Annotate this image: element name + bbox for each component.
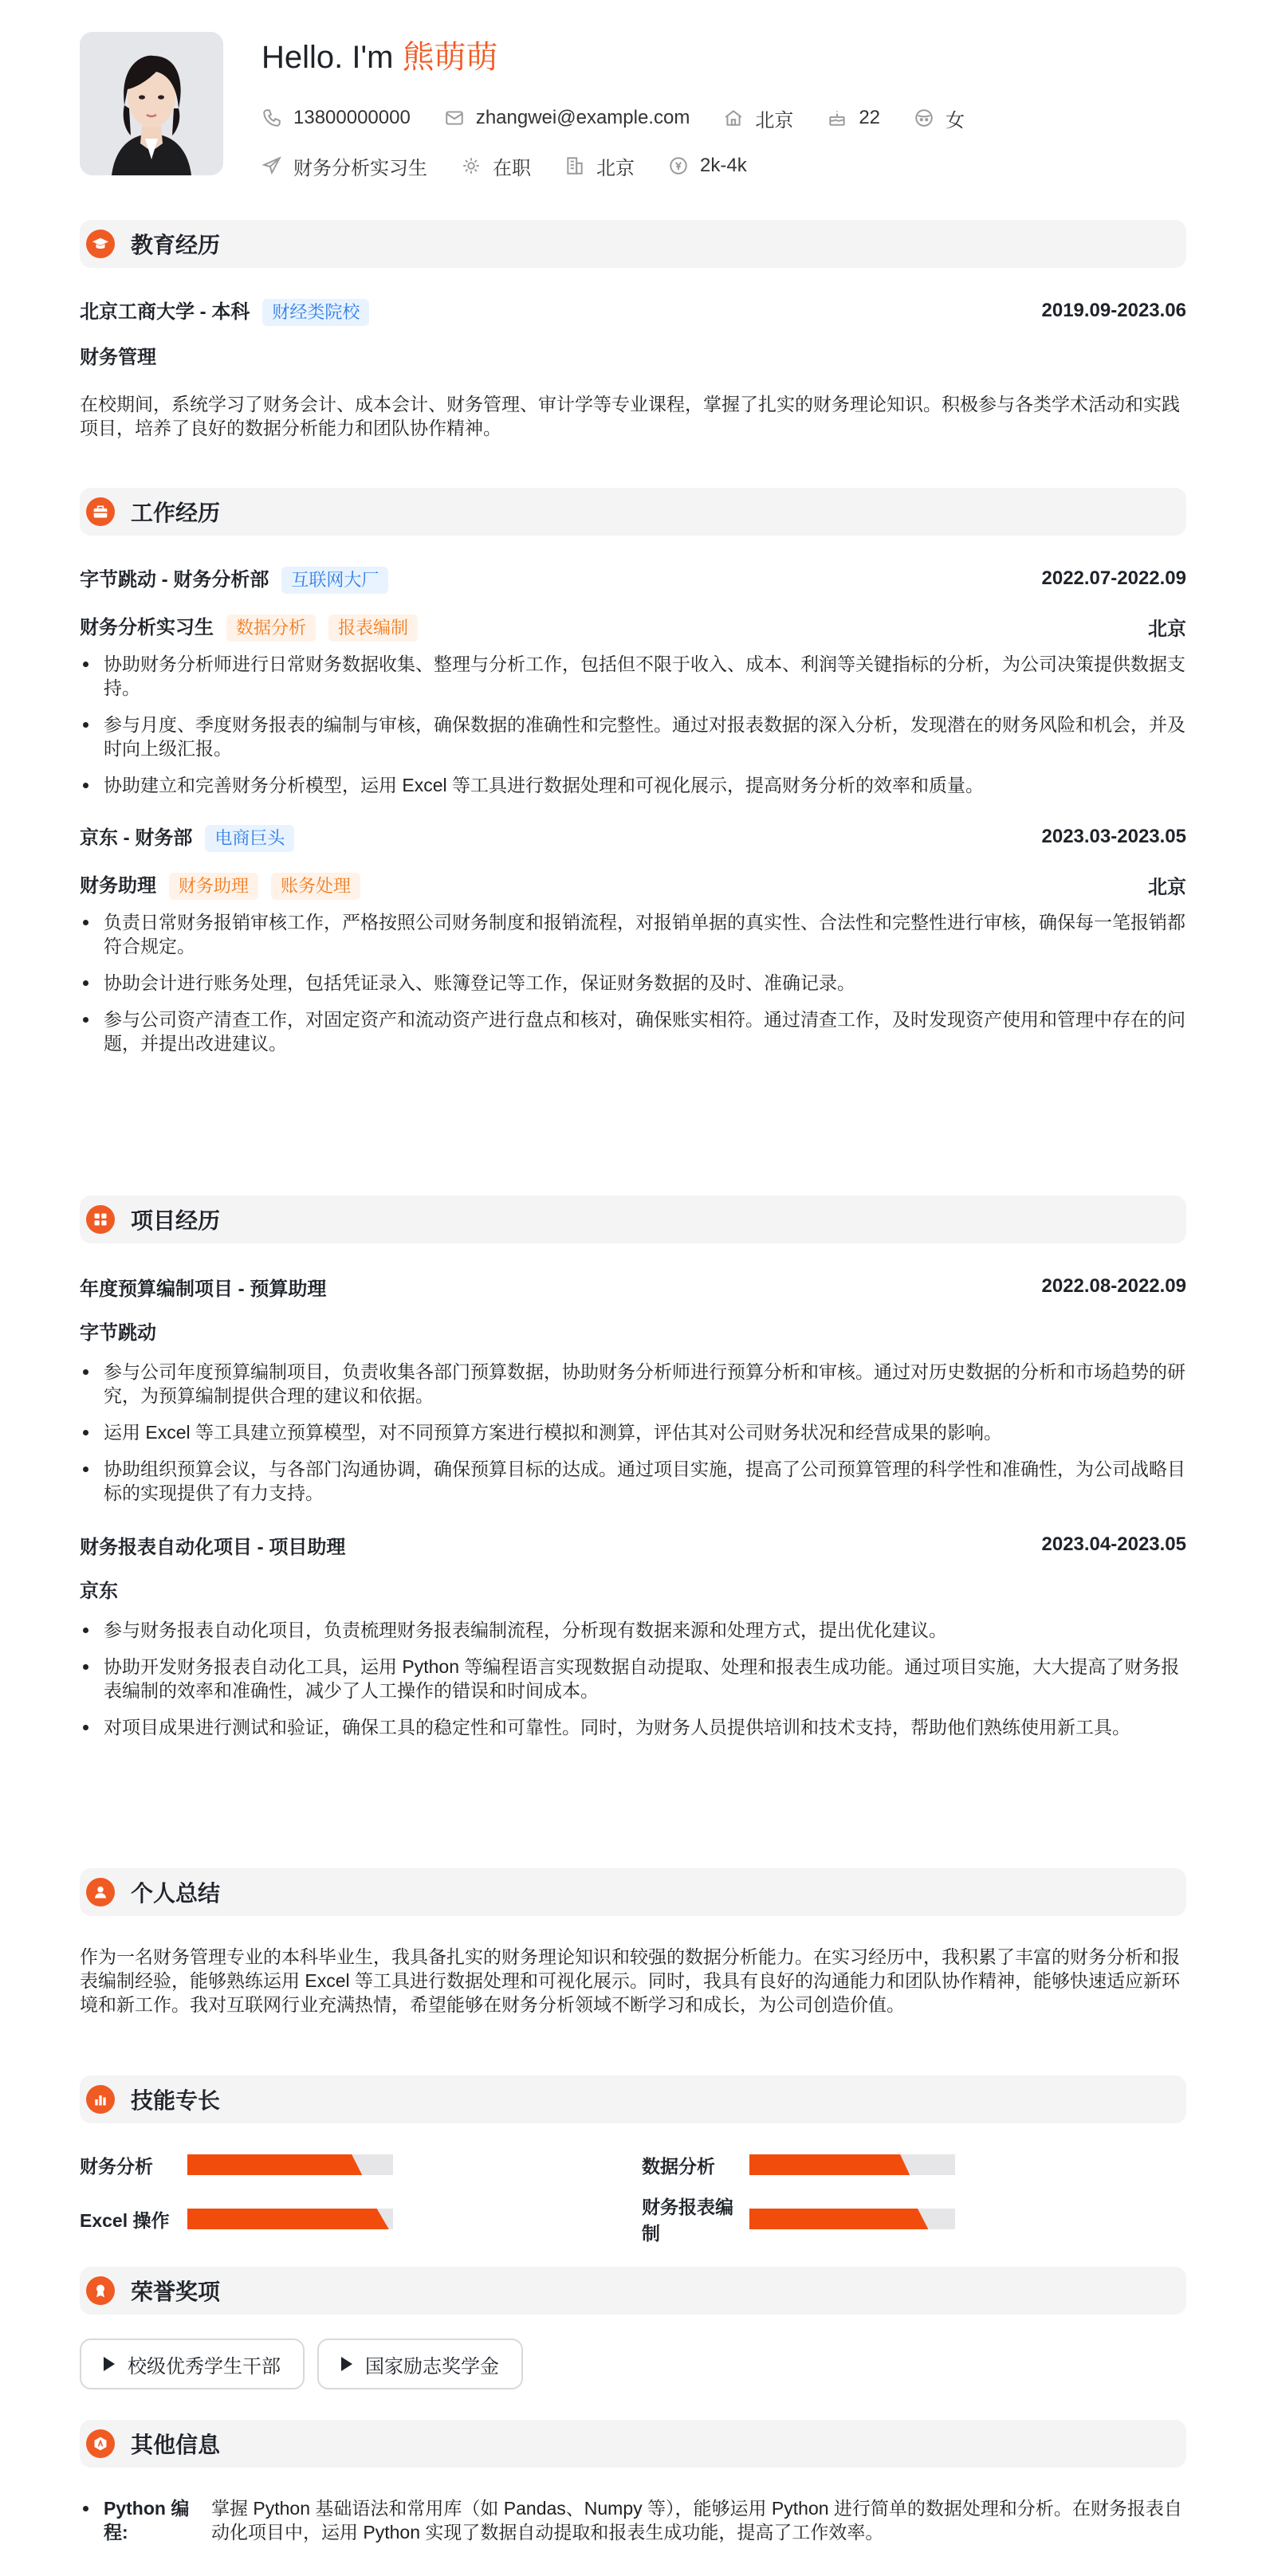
skill-bar [749,2154,955,2175]
award-label: 国家励志奖学金 [365,2355,499,2378]
award-item [317,2338,523,2389]
position-text: 财务分析实习生 [293,157,427,179]
work-section [80,488,1186,1055]
work-title: 工作经历 [131,501,221,525]
gear-icon [461,155,482,176]
awards-section [80,2267,1186,2389]
list-item: 协助组织预算会议，与各部门沟通协调，确保预算目标的达成。通过项目实施，提高了公司预算管理的科学性和准确性，为公司战略目标的实现提供了有力支持。 [80,1457,1186,1505]
list-item: 参与公司年度预算编制项目，负责收集各部门预算数据，协助财务分析师进行预算分析和审核。通过对历史数据的分析和市场趋势的研究，为预算编制提供合理的建议和依据。 [80,1360,1186,1408]
city-text: 北京 [755,109,794,132]
summary-section [80,1868,1186,2016]
summary-text: 作为一名财务管理专业的本科毕业生，我具备扎实的财务理论知识和较强的数据分析能力。在实习经历中，我积累了丰富的财务分析和报表编制经验，能够熟练运用 Excel 等工具进行数据处理和可视化展示。同时，我具有良好的沟通能力和团队协作精神，能够快速适应新环境和新工作。我对互联网行业充满热情，希望能够在财务分析领域不断学习和成长，为公司创造价值。 [80,1946,1181,2015]
phone [261,107,411,129]
job-2-company [80,822,294,852]
send-icon [261,155,282,176]
city [723,104,793,132]
work-header [80,488,1186,536]
building-icon [564,155,585,176]
age-text: 22 [859,107,881,128]
summary-header [80,1868,1186,1916]
status [461,152,531,180]
gender-text: 女 [946,109,965,132]
awards-list [80,2338,1186,2389]
skills-header [80,2075,1186,2123]
job-1-tag: 数据分析 [226,615,316,642]
school [80,296,369,326]
education-date: 2019.09-2023.06 [1041,300,1186,321]
greeting [261,32,998,83]
job-1 [80,566,1186,797]
status-text: 在职 [493,157,531,179]
grid-icon [86,1205,115,1234]
phone-text: 13800000000 [293,107,411,128]
job-2-bullets [80,910,1186,1055]
education-section [80,220,1186,440]
school-name: 北京工商大学 - 本科 [80,301,250,323]
projects-header [80,1196,1186,1243]
resume-header [80,0,1186,209]
skill-item [642,2197,1186,2244]
other-header [80,2420,1186,2468]
email [444,107,690,129]
list-item: 协助开发财务报表自动化工具，运用 Python 等编程语言实现数据自动提取、处理和报表生成功能。通过项目实施，大大提高了财务报表编制的效率和准确性，减少了人工操作的错误和时间成本。 [80,1655,1186,1702]
list-item: 对项目成果进行测试和验证，确保工具的稳定性和可靠性。同时，为财务人员提供培训和技术支持，帮助他们熟练使用新工具。 [80,1715,1186,1739]
skills-section [80,2075,1186,2244]
project-2-name: 财务报表自动化项目 - 项目助理 [80,1536,346,1558]
school-tag: 财经类院校 [262,299,369,326]
job-2-company-row [80,824,1186,850]
skill-bar [187,2154,393,2175]
target-city-text: 北京 [596,157,635,179]
job-1-role-row [80,614,1186,639]
skill-bar [187,2209,393,2229]
job-2-company-tag: 电商巨头 [205,825,294,852]
person-icon [914,108,934,128]
project-1 [80,1274,1186,1505]
list-item: 参与财务报表自动化项目，负责梳理财务报表编制流程，分析现有数据来源和处理方式，提出优化建议。 [80,1618,1186,1642]
job-2-tag: 账务处理 [271,873,360,900]
salary [668,155,747,177]
other-section [80,2420,1186,2544]
skill-fill [749,2209,928,2229]
job-2-tag: 财务助理 [169,873,258,900]
mail-icon [444,108,465,128]
greeting-text: Hello. I'm [261,40,403,75]
list-item: 参与月度、季度财务报表的编制与审核，确保数据的准确性和完整性。通过对报表数据的深入分析，发现潜在的财务风险和机会，并及时向上级汇报。 [80,713,1186,760]
education-title: 教育经历 [131,233,221,257]
briefcase-icon [86,497,115,526]
job-2-role [80,870,360,900]
user-icon [86,1878,115,1906]
skill-label: 财务报表编制 [642,2197,733,2244]
job-2-location: 北京 [1148,876,1186,898]
job-2-role-row [80,872,1186,897]
skill-item [80,2208,642,2230]
job-1-role [80,611,418,642]
other-title: 其他信息 [131,2433,221,2457]
list-item: 运用 Excel 等工具建立预算模型，对不同预算方案进行模拟和测算，评估其对公司财务状况和经营成果的影响。 [80,1420,1186,1444]
skill-fill [749,2154,910,2175]
avatar [80,32,223,175]
job-1-role-name: 财务分析实习生 [80,617,214,638]
skill-label: Excel 操作 [80,2209,170,2231]
list-item: 参与公司资产清查工作，对固定资产和流动资产进行盘点和核对，确保账实相符。通过清查工作，及时发现资产使用和管理中存在的问题，并提出改进建议。 [80,1007,1186,1055]
money-icon [668,155,689,176]
award-icon [86,2276,115,2305]
email-text: zhangwei@example.com [475,107,690,128]
list-item [80,2496,1186,2544]
education-desc: 在校期间，系统学习了财务会计、成本会计、财务管理、审计学等专业课程，掌握了扎实的财务理论知识。积极参与各类学术活动和实践项目，培养了良好的数据分析能力和团队协作精神。 [80,394,1180,438]
other-key: Python 编程: [80,2496,211,2544]
job-1-location: 北京 [1148,618,1186,640]
project-2 [80,1532,1186,1739]
project-2-date: 2023.04-2023.05 [1041,1533,1186,1555]
contact-row [261,94,998,142]
bar-chart-icon [86,2085,115,2114]
project-1-bullets [80,1360,1186,1505]
job-1-company [80,564,388,594]
projects-section [80,1196,1186,1739]
candidate-name: 熊萌萌 [402,40,498,75]
job-2-date: 2023.03-2023.05 [1041,826,1186,847]
skill-label: 数据分析 [642,2155,715,2177]
award-item [80,2338,305,2389]
project-1-name: 年度预算编制项目 - 预算助理 [80,1278,327,1300]
play-icon [104,2357,115,2371]
skills-title: 技能专长 [131,2088,221,2113]
list-item: 协助建立和完善财务分析模型，运用 Excel 等工具进行数据处理和可视化展示，提高财务分析的效率和质量。 [80,773,1186,797]
job-1-bullets [80,652,1186,797]
major: 财务管理 [80,347,156,368]
list-item: 协助财务分析师进行日常财务数据收集、整理与分析工作，包括但不限于收入、成本、利润等关键指标的分析，为公司决策提供数据支持。 [80,652,1186,700]
skills-grid [80,2154,1186,2244]
job-1-company-row [80,566,1186,591]
job-2 [80,824,1186,1055]
home-icon [723,108,744,128]
education-header [80,220,1186,268]
graduation-cap-icon [86,230,115,258]
awards-header [80,2267,1186,2315]
summary-title: 个人总结 [131,1881,221,1906]
target-city [564,152,635,180]
other-value: 掌握 Python 基础语法和常用库（如 Pandas、Numpy 等），能够运用 Python 进行简单的数据处理和分析。在财务报表自动化项目中，运用 Python 实现了数据自动提取和报表生成功能，提高了工作效率。 [211,2498,1182,2543]
job-1-date: 2022.07-2022.09 [1041,567,1186,589]
skill-fill [187,2154,362,2175]
project-1-org: 字节跳动 [80,1322,156,1344]
project-2-name-row [80,1532,1186,1557]
skill-label: 财务分析 [80,2155,153,2177]
other-list [80,2496,1186,2544]
age [827,107,880,129]
phone-icon [261,108,282,128]
project-2-bullets [80,1618,1186,1739]
education-school-row [80,298,1186,324]
position [261,152,427,180]
job-intent-row [261,142,998,190]
project-2-org: 京东 [80,1581,118,1602]
badge-icon [86,2429,115,2458]
list-item: 协助会计进行账务处理，包括凭证录入、账簿登记等工作，保证财务数据的及时、准确记录。 [80,971,1186,995]
gender [914,104,965,132]
skill-bar [749,2209,955,2229]
play-icon [341,2357,352,2371]
list-item: 负责日常财务报销审核工作，严格按照公司财务制度和报销流程，对报销单据的真实性、合法性和完整性进行审核，确保每一笔报销都符合规定。 [80,910,1186,958]
project-1-name-row [80,1274,1186,1299]
award-label: 校级优秀学生干部 [128,2355,281,2378]
awards-title: 荣誉奖项 [131,2280,221,2304]
job-1-company-name: 字节跳动 - 财务分析部 [80,569,269,591]
cake-icon [827,108,847,128]
projects-title: 项目经历 [131,1208,221,1233]
project-1-date: 2022.08-2022.09 [1041,1275,1186,1297]
job-2-company-name: 京东 - 财务部 [80,827,193,849]
skill-item [80,2154,642,2176]
salary-text: 2k-4k [700,155,747,176]
skill-item [642,2154,1186,2176]
job-1-tag: 报表编制 [328,615,418,642]
header-info [261,32,998,209]
job-1-company-tag: 互联网大厂 [281,567,388,594]
skill-fill [187,2209,389,2229]
job-2-role-name: 财务助理 [80,875,156,897]
